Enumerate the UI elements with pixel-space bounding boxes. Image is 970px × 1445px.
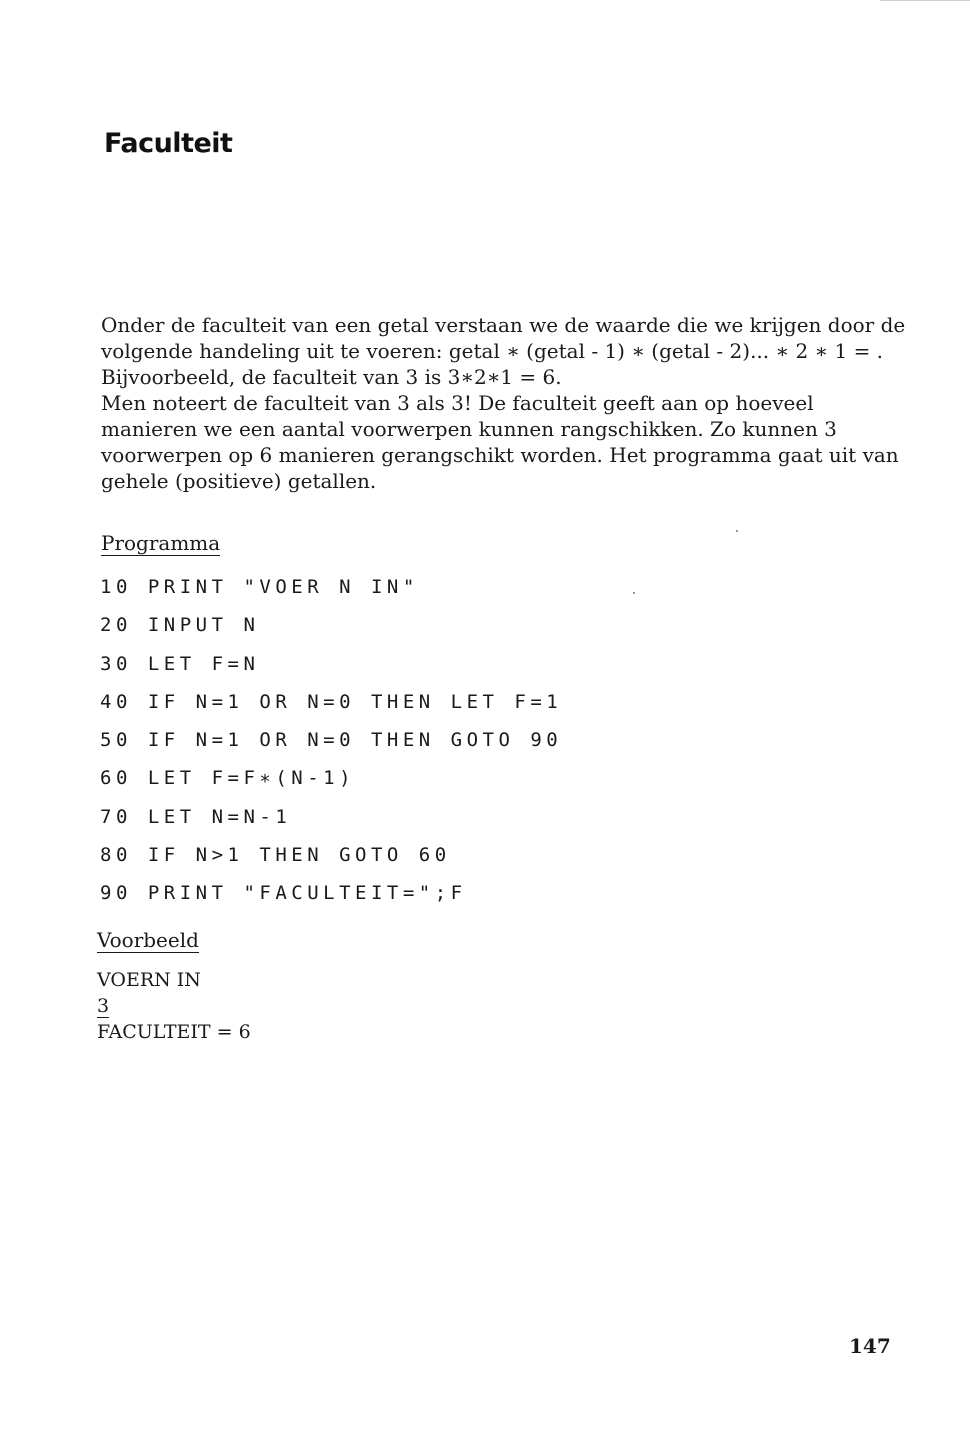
code-line: 30 LET F=N <box>100 652 260 675</box>
code-line: 50 IF N=1 OR N=0 THEN GOTO 90 <box>100 729 563 752</box>
code-line: 20 INPUT N <box>100 614 260 637</box>
intro-text <box>101 312 906 494</box>
example-input-line <box>97 993 251 1019</box>
program-heading: Programma <box>101 531 221 555</box>
example-result: FACULTEIT = 6 <box>97 1021 251 1043</box>
code-line: 60 LET F=F∗(N-1) <box>100 767 356 790</box>
page-title: Faculteit <box>104 128 233 159</box>
code-line: 70 LET N=N-1 <box>100 805 292 828</box>
code-line: 10 PRINT "VOER N IN" <box>100 576 419 598</box>
intro-paragraph: Bijvoorbeeld, de faculteit van 3 is 3∗2∗1 = 6. <box>101 365 562 389</box>
intro-paragraph: Men noteert de faculteit van 3 als 3! De faculteit geeft aan op hoeveel manieren we een aantal voorwerpen kunnen rangschikken. Zo kunnen 3 voorwerpen op 6 manieren gerangschikt worden. Het programma gaat uit van gehele (positieve) getallen. <box>101 391 899 493</box>
intro-paragraph: Onder de faculteit van een getal verstaan we de waarde die we krijgen door de volgende handeling uit te voeren: getal ∗ (getal - 1) ∗ (getal - 2)... ∗ 2 ∗ 1 = . <box>101 313 906 363</box>
code-line: 90 PRINT "FACULTEIT=";F <box>100 882 467 905</box>
paper-speck <box>736 530 738 532</box>
paper-speck <box>633 592 635 594</box>
example-heading: Voorbeeld <box>97 928 199 952</box>
code-line: 80 IF N>1 THEN GOTO 60 <box>100 844 451 867</box>
example-output <box>97 967 251 1045</box>
example-input: 3 <box>97 995 110 1017</box>
edge-rule <box>880 0 970 1</box>
program-listing <box>100 572 562 917</box>
page-number: 147 <box>849 1334 891 1358</box>
code-line: 40 IF N=1 OR N=0 THEN LET F=1 <box>100 690 563 713</box>
example-prompt: VOERN IN <box>97 969 201 991</box>
